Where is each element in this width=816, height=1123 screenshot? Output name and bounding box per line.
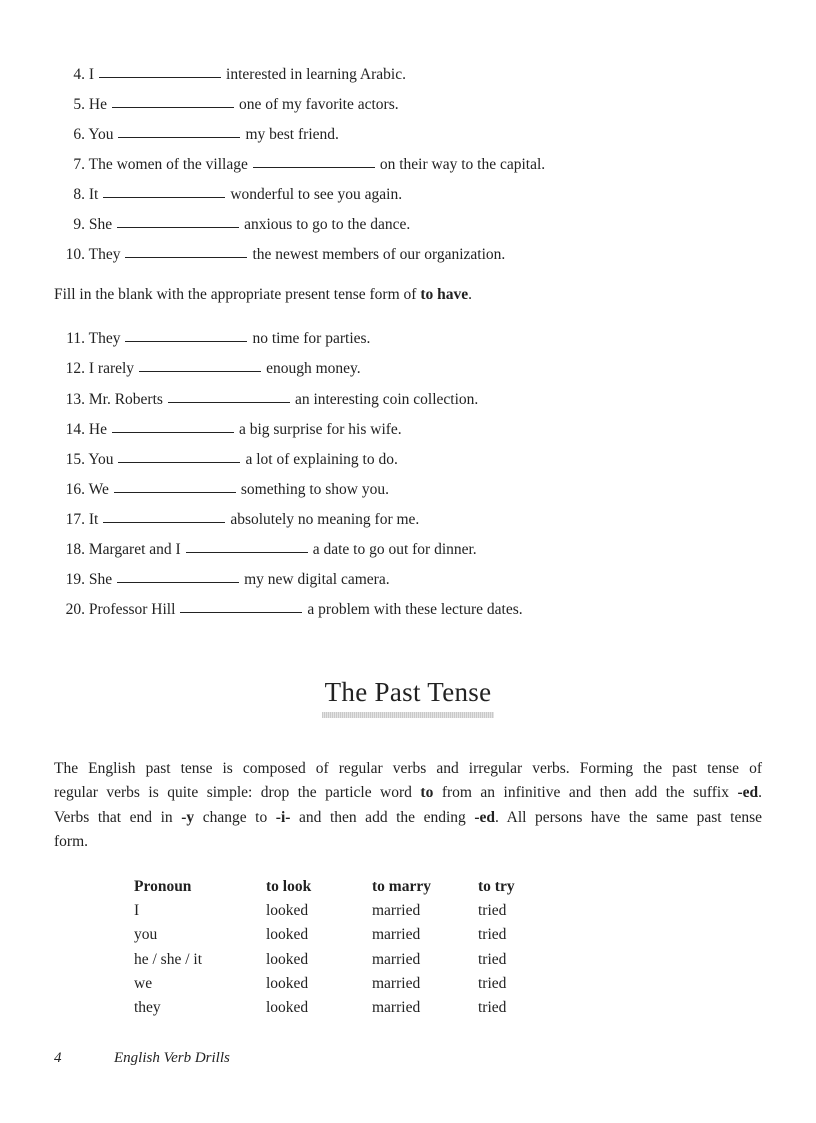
table-cell: looked <box>266 974 309 992</box>
exercise-prefix: I <box>88 66 95 83</box>
answer-blank[interactable] <box>114 491 236 493</box>
text-run: The English past tense is composed of regular verbs and irregular verbs. Forming the past tense of <box>54 760 762 777</box>
exercise-suffix: the newest members of our organization. <box>252 246 506 263</box>
answer-blank[interactable] <box>125 340 247 342</box>
answer-blank[interactable] <box>117 226 239 228</box>
exercise-item <box>54 215 410 235</box>
exercise-number: 19. <box>65 571 85 588</box>
exercise-number: 10. <box>65 246 85 263</box>
exercise-prefix: He <box>88 421 107 438</box>
exercise-prefix: They <box>88 330 121 347</box>
section-title: The Past Tense <box>324 677 492 707</box>
paragraph-line <box>54 830 762 854</box>
exercise-prefix: Mr. Roberts <box>88 391 163 408</box>
answer-blank[interactable] <box>118 136 240 138</box>
answer-blank[interactable] <box>112 431 234 433</box>
table-cell: tried <box>478 974 507 992</box>
exercise-suffix: no time for parties. <box>252 330 371 347</box>
instruction-body: Fill in the blank with the appropriate present tense form of <box>54 286 417 303</box>
answer-blank[interactable] <box>103 521 225 523</box>
table-cell: tried <box>478 902 507 920</box>
exercise-number: 4. <box>73 66 85 83</box>
exercise-item <box>54 245 505 265</box>
text-run: . <box>758 784 763 802</box>
exercise-suffix: one of my favorite actors. <box>238 96 399 113</box>
exercise-item <box>54 540 477 560</box>
exercise-prefix: They <box>88 246 121 263</box>
exercise-number: 15. <box>65 451 85 468</box>
text-run: Verbs that end in <box>54 808 173 826</box>
exercise-prefix: She <box>88 216 113 233</box>
text-run: form. <box>54 832 89 850</box>
answer-blank[interactable] <box>99 76 221 78</box>
bold-term: to <box>420 784 434 802</box>
header-cell: to marry <box>372 878 431 895</box>
table-cell: married <box>372 974 421 992</box>
exercise-item <box>54 155 545 175</box>
exercise-number: 18. <box>65 541 85 558</box>
exercise-item <box>54 329 370 349</box>
instruction-period: . <box>468 286 472 303</box>
table-cell: I <box>134 902 140 920</box>
exercise-number: 5. <box>73 96 85 113</box>
exercise-number: 12. <box>65 360 85 377</box>
text-run: . All persons have the same past tense <box>495 808 763 826</box>
bold-term: -i- <box>275 808 291 826</box>
header-cell: Pronoun <box>134 878 192 895</box>
answer-blank[interactable] <box>117 581 239 583</box>
answer-blank[interactable] <box>168 401 290 403</box>
table-cell: looked <box>266 902 309 920</box>
table-cell: tried <box>478 950 507 968</box>
exercise-suffix: interested in learning Arabic. <box>226 66 406 83</box>
header-cell: to look <box>266 878 312 895</box>
exercise-number: 14. <box>65 421 85 438</box>
exercise-item <box>54 600 523 620</box>
table-cell: tried <box>478 998 507 1016</box>
instruction-verb: to have <box>420 286 469 303</box>
exercise-prefix: It <box>88 511 99 528</box>
exercise-prefix: He <box>88 96 107 113</box>
exercise-number: 16. <box>65 481 85 498</box>
exercise-suffix: wonderful to see you again. <box>230 186 403 203</box>
exercise-number: 8. <box>73 186 85 203</box>
table-cell: you <box>134 926 158 944</box>
exercise-item <box>54 125 339 145</box>
answer-blank[interactable] <box>186 551 308 553</box>
answer-blank[interactable] <box>125 256 247 258</box>
table-cell: he / she / it <box>134 950 203 968</box>
exercise-number: 7. <box>73 156 85 173</box>
exercise-suffix: on their way to the capital. <box>379 156 546 173</box>
exercise-number: 17. <box>65 511 85 528</box>
exercise-item <box>54 450 398 470</box>
text-run: change to <box>202 808 268 826</box>
bold-term: -ed <box>474 808 496 826</box>
answer-blank[interactable] <box>139 370 261 372</box>
exercise-suffix: my new digital camera. <box>244 571 390 588</box>
exercise-item <box>54 359 361 379</box>
exercise-prefix: Margaret and I <box>88 541 181 558</box>
paragraph-line <box>54 806 762 830</box>
text-run: and then add the ending <box>299 808 466 826</box>
exercise-prefix: I rarely <box>88 360 135 377</box>
exercise-item <box>54 570 390 590</box>
header-cell: to try <box>478 878 515 895</box>
text-run: from an infinitive and then add the suffix <box>441 784 729 802</box>
exercise-item <box>54 185 402 205</box>
exercise-number: 6. <box>73 126 85 143</box>
exercise-suffix: a date to go out for dinner. <box>312 541 477 558</box>
exercise-item <box>54 390 478 410</box>
exercise-prefix: She <box>88 571 113 588</box>
exercise-prefix: You <box>88 451 114 468</box>
table-cell: tried <box>478 926 507 944</box>
exercise-number: 13. <box>65 391 85 408</box>
exercise-number: 20. <box>65 601 85 618</box>
bold-term: -y <box>181 808 195 826</box>
exercise-prefix: It <box>88 186 99 203</box>
bold-term: -ed <box>737 784 759 802</box>
body-paragraph <box>54 757 762 854</box>
title-underline <box>322 712 494 718</box>
text-run: regular verbs is quite simple: drop the particle word <box>54 784 412 802</box>
exercise-number: 11. <box>66 330 85 347</box>
answer-blank[interactable] <box>253 166 375 168</box>
table-cell: married <box>372 902 421 920</box>
answer-blank[interactable] <box>118 461 240 463</box>
exercise-prefix: We <box>88 481 109 498</box>
table-cell: looked <box>266 998 309 1016</box>
exercise-item <box>54 420 402 440</box>
table-cell: they <box>134 998 161 1016</box>
paragraph-line <box>54 781 762 805</box>
table-cell: looked <box>266 950 309 968</box>
exercise-suffix: enough money. <box>266 360 361 377</box>
exercise-prefix: You <box>88 126 114 143</box>
exercise-item <box>54 95 399 115</box>
book-title: English Verb Drills <box>114 1050 230 1066</box>
exercise-suffix: my best friend. <box>245 126 339 143</box>
exercise-item <box>54 65 406 85</box>
exercise-suffix: anxious to go to the dance. <box>244 216 411 233</box>
answer-blank[interactable] <box>103 196 225 198</box>
exercise-prefix: Professor Hill <box>88 601 176 618</box>
exercise-item <box>54 480 389 500</box>
table-cell: married <box>372 950 421 968</box>
exercise-suffix: absolutely no meaning for me. <box>230 511 420 528</box>
exercise-item <box>54 510 419 530</box>
exercise-suffix: a lot of explaining to do. <box>245 451 398 468</box>
exercise-number: 9. <box>73 216 85 233</box>
instruction-text <box>54 285 472 305</box>
exercise-suffix: something to show you. <box>240 481 390 498</box>
page-number: 4 <box>54 1050 62 1066</box>
paragraph-line <box>54 757 762 781</box>
answer-blank[interactable] <box>112 106 234 108</box>
table-cell: we <box>134 974 153 992</box>
table-cell: married <box>372 926 421 944</box>
table-cell: married <box>372 998 421 1016</box>
exercise-suffix: an interesting coin collection. <box>294 391 479 408</box>
exercise-prefix: The women of the village <box>88 156 248 173</box>
table-cell: looked <box>266 926 309 944</box>
answer-blank[interactable] <box>180 611 302 613</box>
exercise-suffix: a problem with these lecture dates. <box>307 601 523 618</box>
exercise-suffix: a big surprise for his wife. <box>238 421 402 438</box>
